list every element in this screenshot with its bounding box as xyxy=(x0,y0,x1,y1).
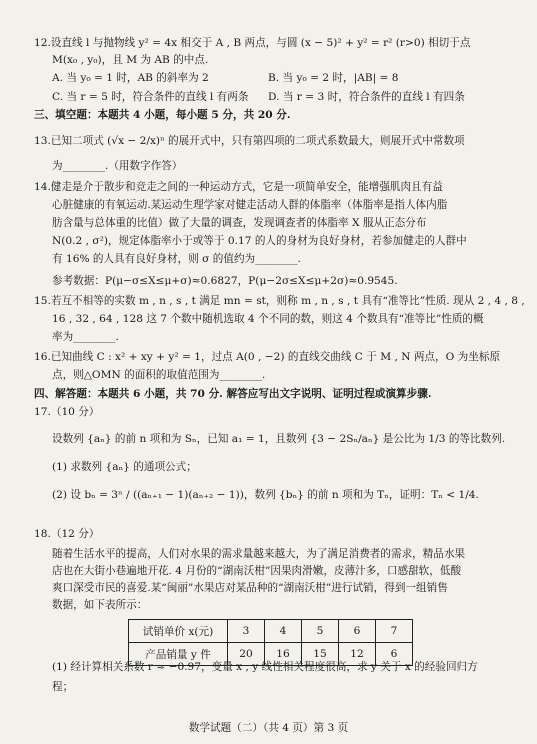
table-cell: 3 xyxy=(228,620,265,643)
q14-line1: 14.健走是介于散步和竞走之间的一种运动方式，它是一项简单安全，能增强肌肉且有益 xyxy=(34,181,443,193)
page-footer: 数学试题（二）（共 4 页）第 3 页 xyxy=(188,722,349,734)
q12-option-d: D. 当 r = 3 时，符合条件的直线 l 有四条 xyxy=(268,91,465,103)
q18-part1-line1: (1) 经计算相关系数 r ≈ −0.97，变量 x , y 线性相关程度很高，求 y 关于 x 的经验回归方 xyxy=(52,661,478,673)
q12-option-b: B. 当 y₀ = 2 时，|AB| = 8 xyxy=(268,72,399,84)
sales-table xyxy=(128,619,413,666)
q12-option-a: A. 当 y₀ = 1 时，AB 的斜率为 2 xyxy=(52,72,209,84)
q13-line1: 13.已知二项式 (√x − 2/x)ⁿ 的展开式中，只有第四项的二项式系数最大，则展开式中常数项 xyxy=(34,135,465,147)
q15-line3: 率为________. xyxy=(52,331,119,343)
q17-stem: 设数列 {aₙ} 的前 n 项和为 Sₙ，已知 a₁ = 1，且数列 {3 − 2Sₙ/aₙ} 是公比为 1/3 的等比数列. xyxy=(52,433,506,445)
q14-line4: N(0.2 , σ²)，规定体脂率小于或等于 0.17 的人的身材为良好身材，若参加健走的人群中 xyxy=(52,235,467,247)
q15-line2: 16 , 32 , 64 , 128 这 7 个数中随机选取 4 个不同的数，则这 4 个数具有“准等比”性质的概 xyxy=(52,313,484,325)
q17-part1: (1) 求数列 {aₙ} 的通项公式； xyxy=(52,461,197,473)
table-cell: 16 xyxy=(265,643,302,666)
q13-line2: 为________.（用数字作答） xyxy=(52,160,183,172)
table-row xyxy=(129,620,413,643)
table-cell: 6 xyxy=(376,643,413,666)
q12-option-c: C. 当 r = 5 时，符合条件的直线 l 有两条 xyxy=(52,91,249,103)
q17-part2: (2) 设 bₙ = 3ⁿ / ((aₙ₊₁ − 1)(aₙ₊₂ − 1))，数列 {bₙ} 的前 n 项和为 Tₙ，证明：Tₙ < 1/4. xyxy=(52,489,479,501)
q14-line2: 心脏健康的有氧运动.某运动生理学家对健走活动人群的体脂率（体脂率是指人体内脂 xyxy=(52,199,448,211)
table-cell: 7 xyxy=(376,620,413,643)
table-row-label: 试销单价 x(元) xyxy=(129,620,228,643)
table-cell: 12 xyxy=(339,643,376,666)
q12-line1: 12.设直线 l 与抛物线 y² = 4x 相交于 A , B 两点，与圆 (x − 5)² + y² = r² (r>0) 相切于点 xyxy=(34,37,471,49)
q14-reference: 参考数据：P(μ−σ≤X≤μ+σ)≈0.6827，P(μ−2σ≤X≤μ+2σ)≈0.9545. xyxy=(52,275,398,287)
q14-line5: 有 16% 的人具有良好身材，则 σ 的值约为________. xyxy=(52,253,301,265)
q18-heading: 18.（12 分） xyxy=(34,528,100,540)
section3-heading: 三、填空题：本题共 4 小题，每小题 5 分，共 20 分. xyxy=(34,109,291,121)
table-cell: 5 xyxy=(302,620,339,643)
q17-heading: 17.（10 分） xyxy=(34,406,100,418)
section4-heading: 四、解答题：本题共 6 小题，共 70 分. 解答应写出文字说明、证明过程或演算步骤. xyxy=(34,388,432,400)
q16-line2: 点，则△OMN 的面积的取值范围为________. xyxy=(52,369,266,381)
table-cell: 6 xyxy=(339,620,376,643)
table-cell: 4 xyxy=(265,620,302,643)
q18-part1-line2: 程； xyxy=(52,681,74,693)
q16-line1: 16.已知曲线 C : x² + xy + y² = 1，过点 A(0 , −2) 的直线交曲线 C 于 M , N 两点，O 为坐标原 xyxy=(34,351,501,363)
table-cell: 15 xyxy=(302,643,339,666)
q18-line2: 店也在大街小巷遍地开花. 4 月份的“湖南沃柑”因果肉滑嫩，皮薄汁多，口感甜软，低酸 xyxy=(52,565,462,577)
table-cell: 20 xyxy=(228,643,265,666)
q18-line4: 数据，如下表所示： xyxy=(52,599,148,611)
q18-line3: 爽口深受市民的喜爱.某“闽丽”水果店对某品种的“湖南沃柑”进行试销，得到一组销售 xyxy=(52,582,448,594)
q14-line3: 肪含量与总体重的比值）做了大量的调查，发现调查者的体脂率 X 服从正态分布 xyxy=(52,217,427,229)
table-row-label: 产品销量 y 件 xyxy=(129,643,228,666)
q18-line1: 随着生活水平的提高，人们对水果的需求量越来越大，为了满足消费者的需求，精品水果 xyxy=(52,548,466,560)
q15-line1: 15.若互不相等的实数 m , n , s , t 满足 mn = st，则称 m , n , s , t 具有“准等比”性质. 现从 2 , 4 , 8 , xyxy=(34,295,525,307)
q12-line2: M(x₀ , y₀)，且 M 为 AB 的中点. xyxy=(52,54,209,66)
